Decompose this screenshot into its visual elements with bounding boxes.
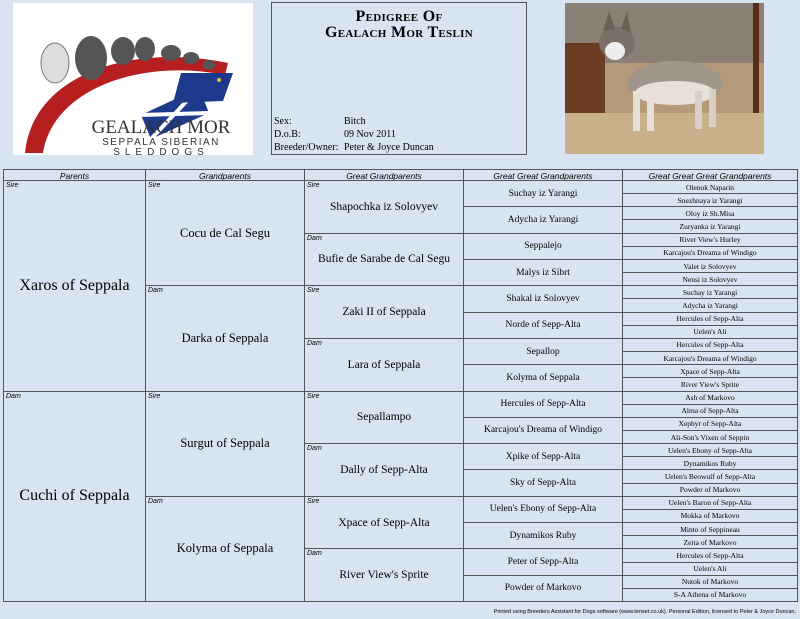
ggg-grandparent-cell (622, 285, 798, 299)
dog-name: Mokka of Markovo (680, 511, 740, 521)
dog-name: Cuchi of Seppala (19, 487, 130, 505)
dog-name: Uelen's Ebony of Sepp-Alta (489, 504, 597, 515)
gg-grandparent-cell (463, 312, 623, 339)
dam-tag: Dam (148, 497, 163, 505)
dog-name: Uelen's Ali (693, 564, 727, 574)
dog-name: Hercules of Sepp-Alta (676, 550, 744, 560)
pedigree-title-line1: Pedigree Of (355, 8, 443, 25)
gg-grandparent-cell (463, 364, 623, 391)
dam-tag: Dam (307, 234, 322, 242)
ggg-grandparent-cell (622, 575, 798, 589)
ggg-grandparent-cell (622, 483, 798, 497)
dog-photo (565, 3, 764, 154)
ggg-grandparent-cell (622, 430, 798, 444)
dog-name: Uelen's Ali (693, 327, 727, 337)
ggg-grandparent-cell (622, 272, 798, 286)
dog-name: Ali-Son's Vixen of Seppin (670, 432, 750, 442)
great-grandparent-cell (304, 391, 464, 445)
dog-name: Nutok of Markovo (681, 577, 739, 587)
dog-name: Bufie de Sarabe de Cal Segu (318, 253, 450, 266)
dog-name: Xpace of Sepp-Alta (680, 366, 740, 376)
ggg-grandparent-cell (622, 325, 798, 339)
sex-label: Sex: (274, 116, 292, 127)
ggg-grandparent-cell (622, 469, 798, 483)
dog-name: Sepallop (526, 346, 560, 357)
sire-tag: Sire (307, 497, 320, 505)
ggg-grandparent-cell (622, 562, 798, 576)
ggg-grandparent-cell (622, 417, 798, 431)
sire-tag: Sire (6, 182, 19, 189)
gg-grandparent-cell (463, 496, 623, 523)
dog-name: Adycha iz Yarangi (682, 300, 738, 310)
dog-name: Shakal iz Solovyev (506, 293, 580, 304)
great-grandparent-cell (304, 338, 464, 392)
ggg-grandparent-cell (622, 456, 798, 470)
ggg-grandparent-cell (622, 391, 798, 405)
dog-name: Kolyma of Seppala (506, 372, 580, 383)
dob-row (274, 129, 396, 140)
dog-name: Surgut of Seppala (180, 436, 270, 451)
dog-name: Ash of Markovo (685, 393, 735, 403)
dog-name: Karcajou's Dreama of Windigo (663, 353, 757, 363)
dog-name: Uelen's Beowulf of Sepp-Alta (664, 472, 756, 482)
dog-name: Dynamikos Ruby (509, 530, 577, 541)
dam-tag: Dam (6, 392, 21, 400)
breeder-value: Peter & Joyce Duncan (344, 142, 434, 153)
dog-name: Oloy iz Sh.Misa (685, 208, 735, 218)
ggg-grandparent-cell (622, 522, 798, 536)
dog-name: Dynamikos Ruby (683, 458, 737, 468)
dog-name: Hercules of Sepp-Alta (500, 399, 586, 410)
dog-name: Suchay iz Yarangi (682, 287, 738, 297)
gg-grandparent-cell (463, 575, 623, 602)
dog-name: Seppalejo (524, 241, 562, 252)
dog-name: Karcajou's Dreama of Windigo (663, 248, 757, 258)
ggg-grandparent-cell (622, 404, 798, 418)
great-grandparent-cell (304, 285, 464, 339)
ggg-grandparent-cell (622, 535, 798, 549)
gg-grandparent-cell (463, 391, 623, 418)
gg-grandparent-cell (463, 233, 623, 260)
dog-name: Peter of Sepp-Alta (507, 557, 579, 568)
gg-grandparent-cell (463, 180, 623, 207)
grandparent-cell (145, 285, 305, 391)
dog-name: Olenok Naparin (685, 182, 735, 192)
great-grandparent-cell (304, 496, 464, 550)
ggg-grandparent-cell (622, 364, 798, 378)
grandparent-cell (145, 496, 305, 602)
logo-text-sleddogs: SLEDDOGS (113, 147, 209, 155)
parent-cell (3, 180, 146, 392)
kennel-logo (13, 3, 253, 155)
column-header-great-grandparents: Great Grandparents (304, 169, 464, 181)
dam-tag: Dam (307, 339, 322, 347)
ggg-grandparent-cell (622, 206, 798, 220)
ggg-grandparent-cell (622, 588, 798, 602)
breeder-label: Breeder/Owner: (274, 142, 339, 153)
gg-grandparent-cell (463, 469, 623, 496)
column-header-grandparents: Grandparents (145, 169, 305, 181)
ggg-grandparent-cell (622, 193, 798, 207)
dog-name: Sepallampo (356, 411, 412, 424)
dog-name: Dally of Sepp-Alta (340, 463, 428, 476)
dog-name: Minto of Seppineau (680, 524, 740, 534)
logo-text-main: GEALACH MOR (91, 117, 231, 138)
ggg-grandparent-cell (622, 548, 798, 562)
ggg-grandparent-cell (622, 312, 798, 326)
dog-name: Powder of Markovo (679, 485, 741, 495)
gg-grandparent-cell (463, 548, 623, 575)
ggg-grandparent-cell (622, 219, 798, 233)
great-grandparent-cell (304, 548, 464, 602)
dog-name: Lara of Seppala (347, 358, 421, 371)
dog-name: River View's Hurley (679, 235, 741, 245)
dog-name: Uelen's Baron of Sepp-Alta (668, 498, 752, 508)
great-grandparent-cell (304, 180, 464, 234)
dog-name: River View's Sprite (680, 379, 740, 389)
dog-name: Kolyma of Seppala (176, 541, 274, 556)
gg-grandparent-cell (463, 206, 623, 233)
sire-tag: Sire (307, 182, 320, 189)
logo-text-sub: SEPPALA SIBERIAN (102, 137, 220, 148)
pedigree-title-box (271, 2, 527, 155)
sex-row (274, 116, 366, 127)
gg-grandparent-cell (463, 338, 623, 365)
breeder-row (274, 142, 434, 153)
gg-grandparent-cell (463, 522, 623, 549)
parent-cell (3, 391, 146, 603)
dog-name: S-A Athena of Markovo (673, 590, 747, 600)
great-grandparent-cell (304, 233, 464, 287)
dog-name: River View's Sprite (339, 569, 429, 582)
dog-name: Xpace of Sepp-Alta (338, 516, 430, 529)
dog-name: Nensi iz Solovyev (682, 274, 738, 284)
great-grandparent-cell (304, 443, 464, 497)
dog-name: Zaki II of Seppala (342, 306, 426, 319)
ggg-grandparent-cell (622, 180, 798, 194)
gg-grandparent-cell (463, 417, 623, 444)
pedigree-title-dog-name: Gealach Mor Teslin (325, 24, 473, 41)
dog-name: Snezhnaya iz Yarangi (677, 195, 743, 205)
ggg-grandparent-cell (622, 377, 798, 391)
gg-grandparent-cell (463, 285, 623, 312)
ggg-grandparent-cell (622, 233, 798, 247)
dog-name: Zeita of Markovo (683, 537, 737, 547)
dog-name: Uelen's Ebony of Sepp-Alta (667, 445, 753, 455)
ggg-grandparent-cell (622, 443, 798, 457)
dog-name: Xephyr of Sepp-Alta (678, 419, 742, 429)
gg-grandparent-cell (463, 443, 623, 470)
ggg-grandparent-cell (622, 351, 798, 365)
column-header-ggg-grandparents: Great Great Great Grandparents (622, 169, 798, 181)
grandparent-cell (145, 180, 305, 286)
sled-dogs-logo-graphic (13, 3, 253, 155)
dog-name: Norde of Sepp-Alta (505, 320, 581, 331)
ggg-grandparent-cell (622, 338, 798, 352)
dog-name: Valet iz Solovyev (683, 261, 737, 271)
sire-tag: Sire (148, 182, 161, 189)
sex-value: Bitch (344, 116, 366, 127)
gg-grandparent-cell (463, 259, 623, 286)
ggg-grandparent-cell (622, 298, 798, 312)
ggg-grandparent-cell (622, 509, 798, 523)
dog-name: Xpike of Sepp-Alta (505, 451, 581, 462)
footer-credit: Printed using Breeders Assistant for Dogs software (www.tenset.co.uk). Personal Edition, licensed to Peter & Joyce Duncan. (493, 609, 796, 615)
dog-name: Cocu de Cal Segu (180, 225, 270, 240)
sire-tag: Sire (148, 392, 161, 400)
sire-tag: Sire (307, 392, 320, 400)
ggg-grandparent-cell (622, 496, 798, 510)
ggg-grandparent-cell (622, 259, 798, 273)
dog-name: Malys iz Sibrt (516, 267, 570, 278)
dog-name: Alma of Sepp-Alta (681, 406, 739, 416)
column-header-gg-grandparents: Great Great Grandparents (463, 169, 623, 181)
ggg-grandparent-cell (622, 246, 798, 260)
dog-name: Hercules of Sepp-Alta (676, 340, 744, 350)
dog-name: Powder of Markovo (504, 583, 582, 594)
dog-name: Zuryanka iz Yarangi (679, 222, 741, 232)
sire-tag: Sire (307, 287, 320, 295)
dog-name: Sky of Sepp-Alta (510, 478, 576, 489)
dog-name: Suchay iz Yarangi (508, 188, 578, 199)
dog-name: Hercules of Sepp-Alta (676, 314, 744, 324)
dog-name: Adycha iz Yarangi (507, 214, 579, 225)
dog-name: Darka of Seppala (181, 330, 269, 345)
dob-value: 09 Nov 2011 (344, 129, 396, 140)
dog-name: Shapochka iz Solovyev (330, 200, 438, 213)
dob-label: D.o.B: (274, 129, 301, 140)
dog-name: Karcajou's Dreama of Windigo (483, 425, 603, 436)
dam-tag: Dam (148, 287, 163, 295)
column-header-parents: Parents (3, 169, 146, 181)
grandparent-cell (145, 391, 305, 497)
dam-tag: Dam (307, 550, 322, 558)
dog-name: Xaros of Seppala (19, 276, 130, 294)
dam-tag: Dam (307, 445, 322, 453)
